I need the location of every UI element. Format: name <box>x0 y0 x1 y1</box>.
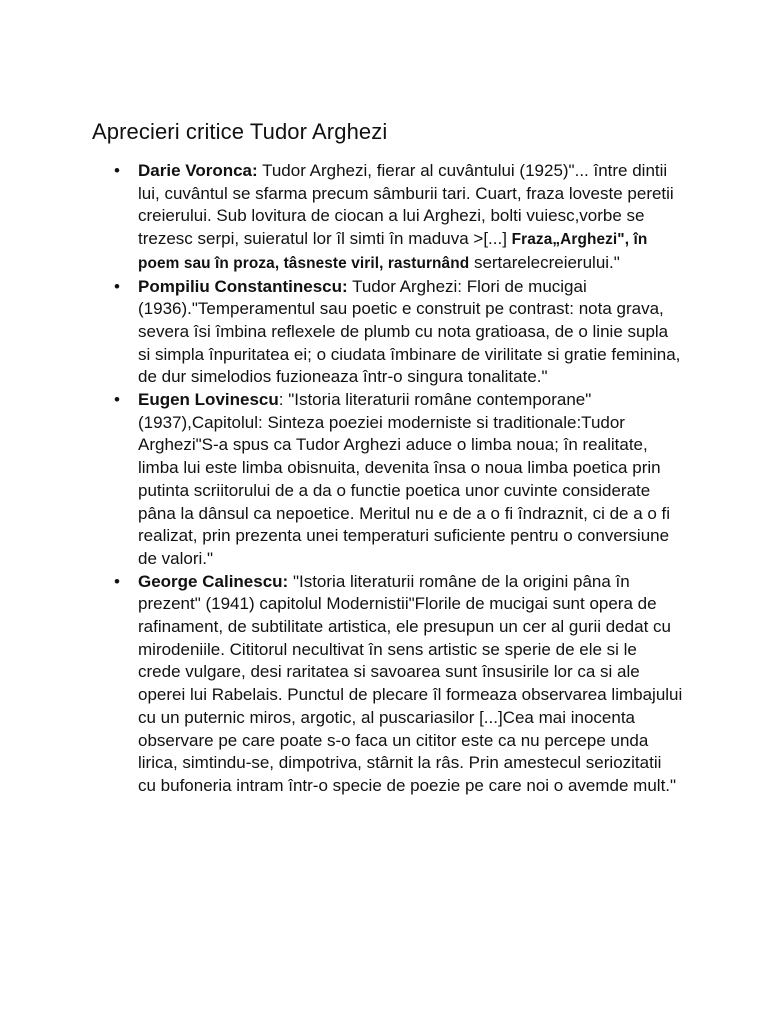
critic-quote: Tudor Arghezi: Flori de mucigai (1936)."Temperamentul sau poetic e construit pe contrast: nota grava, severa îsi îmbina reflexele de plumb cu nota gratioasa, de o linie supla si simpla înpuritatea ei; o ciudata îmbinare de virilitate si gratie feminina, de dur simelodios fuzioneaza într-o singura tonalitate." <box>138 276 681 387</box>
critic-quote: Tudor Arghezi, fierar al cuvântului (1925)"... între dintii lui, cuvântul se sfarma precum sâmburii tari. Cuart, fraza loveste peretii creierului. Sub lovitura de ciocan a lui Arghezi, bolti vuiesc,vorbe se trezesc serpi, suieratul lor îl simti în maduva >[...] <box>138 161 674 249</box>
bullet-icon: • <box>114 571 120 591</box>
critic-name: Eugen Lovinescu <box>138 390 279 410</box>
critic-quote-tail: sertarelecreierului." <box>469 252 620 272</box>
list-item-lovinescu <box>0 389 683 571</box>
critic-quote: : "Istoria literaturii române contemporane" (1937),Capitolul: Sinteza poeziei moderniste si traditionale:Tudor Arghezi"S-a spus ca Tudor Arghezi aduce o limba noua; în realitate, limba lui este limba obisnuita, devenita însa o noua limba poetica prin putinta scriitorului de a da o functie poetica unor cuvinte considerate pâna la dânsul ca nepoetice. Meritul nu e de a o fi îndraznit, ci de a o fi realizat, prin prezenta unei temperaturi suficiente pentru o conversiune de valori." <box>138 390 671 568</box>
page-title: Aprecieri critice Tudor Arghezi <box>92 119 388 144</box>
bullet-icon: • <box>114 161 120 180</box>
list-item-voronca <box>0 160 683 276</box>
critics-list <box>0 160 768 798</box>
critic-quote: "Istoria literaturii române de la origini pâna în prezent" (1941) capitolul Modernistii"Florile de mucigai sunt opera de rafinament, de subtilitate artistica, ele presupun un cer al gurii dedat cu mirodeniile. Cititorul necultivat în sens artistic se sperie de ele si le crede vulgare, desi raritatea si savoarea sunt însusirile lor ca si ale operei lui Rabelais. Punctul de plecare îl formeaza observarea limbajului cu un puternic miros, argotic, al puscariasilor [...]Cea mai inocenta observare pe care poate s-o faca un cititor este ca nu percepe unda lirica, simtindu-se, dimpotriva, stârnit la râs. Prin amestecul seriozitatii cu bufoneria intram într-o specie de poezie pe care noi o avemde mult." <box>138 571 683 795</box>
critic-name: Darie Voronca: <box>138 161 258 180</box>
list-item-constantinescu <box>0 276 683 390</box>
bullet-icon: • <box>114 390 120 410</box>
list-item-calinescu <box>0 571 683 798</box>
critic-quote-bold: Fraza„Arghezi", în poem sau în proza, tâsneste viril, rasturnând <box>138 231 648 272</box>
critic-name: Pompiliu Constantinescu: <box>138 276 348 296</box>
bullet-icon: • <box>114 276 120 296</box>
critic-name: George Calinescu: <box>138 571 289 591</box>
